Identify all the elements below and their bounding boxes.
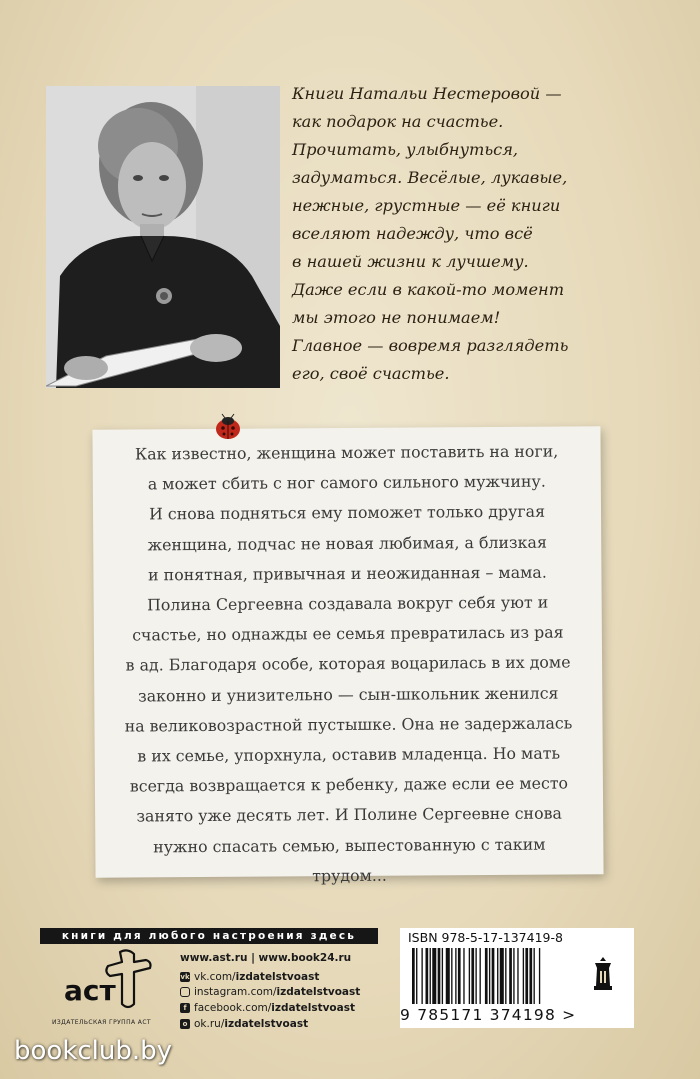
author-photo [46, 86, 280, 388]
quote-line: вселяют надежду, что всё [292, 224, 533, 243]
annotation-line: трудом... [312, 865, 387, 886]
instagram-icon [180, 987, 190, 997]
social-link-facebook[interactable] [180, 1000, 360, 1016]
social-prefix: facebook.com/ [194, 1001, 272, 1014]
quote-line: мы этого не понимаем! [292, 308, 501, 327]
social-handle: izdatelstvoast [271, 1001, 355, 1014]
annotation-line: счастье, но однажды ее семья превратилась из рая [132, 622, 564, 645]
annotation-line: а может сбить с ног самого сильного мужчину. [147, 471, 546, 494]
isbn-number: ISBN 978-5-17-137419-8 [408, 930, 563, 945]
barcode-icon [410, 948, 600, 1006]
lantern-icon [590, 956, 616, 994]
annotation-line: и понятная, привычная и неожиданная – мама. [148, 562, 547, 585]
ast-logo-icon [48, 948, 168, 1018]
quote-line: в нашей жизни к лучшему. [292, 252, 529, 271]
quote-line: Даже если в какой-то момент [292, 280, 565, 299]
quote-line: нежные, грустные — её книги [292, 196, 561, 215]
social-prefix: ok.ru/ [194, 1017, 225, 1030]
annotation-line: Как известно, женщина может поставить на ноги, [134, 441, 559, 464]
annotation-line: И снова подняться ему поможет только другая [148, 502, 546, 524]
quote-line: Прочитать, улыбнуться, [292, 140, 519, 159]
social-prefix: vk.com/ [194, 970, 236, 983]
quote-line: задуматься. Весёлые, лукавые, [292, 168, 568, 187]
author-quote [292, 80, 622, 388]
annotation-line: Полина Сергеевна создавала вокруг себя уют и [147, 592, 549, 615]
annotation-line: нужно спасать семью, выпестованную с таким [153, 834, 546, 857]
social-handle: izdatelstvoast [235, 970, 320, 983]
social-link-ok[interactable] [180, 1016, 360, 1032]
social-prefix: instagram.com/ [194, 986, 277, 999]
annotation-line: на великовозрастной пустышке. Она не задержалась [124, 713, 573, 736]
annotation-line: в ад. Благодаря особе, которая воцарилась в их доме [125, 652, 571, 675]
social-link-vk[interactable] [180, 969, 360, 985]
publisher-label: ИЗДАТЕЛЬСКАЯ ГРУППА АСТ [52, 1019, 151, 1026]
social-links [180, 969, 360, 1031]
annotation-line: в их семье, упорхнула, оставив младенца. Но мать [137, 743, 561, 766]
annotation-line: всегда возвращается к ребенку, даже если ее место [129, 773, 569, 796]
ast-logo-text: аст [64, 974, 116, 1007]
annotation-line: занято уже десять лет. И Полине Сергеевне снова [136, 803, 562, 826]
quote-line: его, своё счастье. [292, 364, 450, 383]
facebook-icon: f [180, 1003, 190, 1013]
annotation-line: законно и унизительно — сын-школьник женился [138, 683, 559, 706]
ok-icon: o [180, 1019, 190, 1029]
barcode-digits: 9 785171 374198 > [400, 1006, 577, 1024]
annotation-text [93, 436, 604, 893]
social-handle: izdatelstvoast [224, 1017, 309, 1030]
watermark: bookclub.by [14, 1036, 173, 1066]
ladybug-icon [213, 413, 243, 441]
quote-line: Главное — вовремя разглядеть [292, 336, 569, 355]
annotation-note-card [92, 426, 603, 886]
author-portrait-image [46, 86, 280, 388]
social-link-instagram[interactable] [180, 985, 360, 1001]
annotation-line: женщина, подчас не новая любимая, а близкая [147, 532, 547, 555]
vk-icon: vk [180, 972, 190, 981]
quote-line: как подарок на счастье. [292, 112, 504, 131]
series-tagline: книги для любого настроения здесь [40, 928, 378, 944]
quote-line: Книги Натальи Нестеровой — [292, 84, 562, 103]
websites: www.ast.ru | www.book24.ru [180, 952, 352, 964]
social-handle: izdatelstvoast [276, 986, 361, 999]
